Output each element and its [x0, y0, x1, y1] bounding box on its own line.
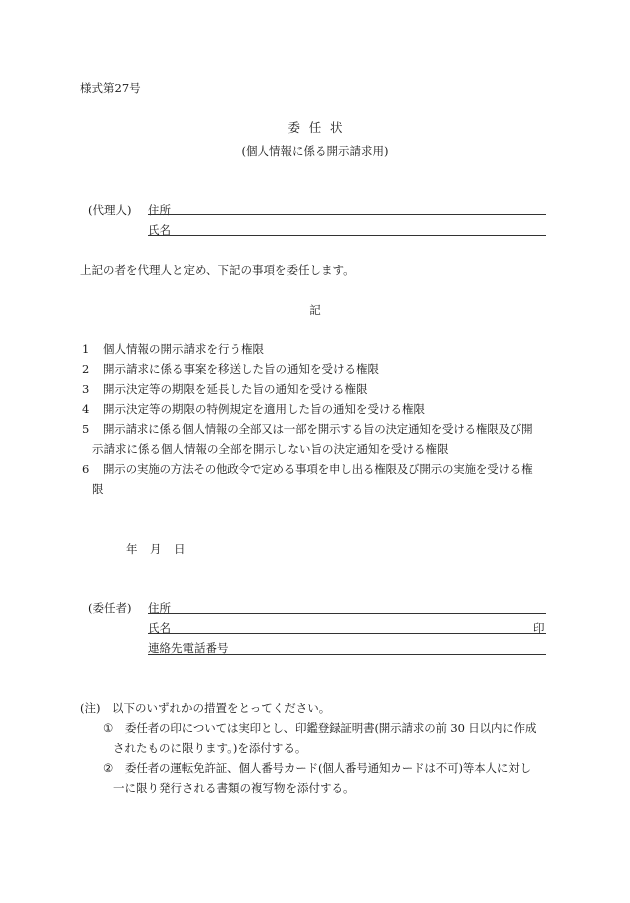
agent-section-label: (代理人) — [88, 203, 132, 217]
note-text: 委任者の運転免許証、個人番号カード(個人番号通知カードは不可)等本人に対し — [125, 761, 531, 775]
principal-address-label: 住所 — [148, 601, 171, 615]
item-text: 開示の実施の方法その他政令で定める事項を申し出る権限及び開示の実施を受ける権 — [103, 462, 533, 476]
item-text: 開示請求に係る事案を移送した旨の通知を受ける権限 — [103, 362, 379, 376]
note-heading: (注) 以下のいずれかの措置をとってください。 — [80, 701, 331, 715]
item-text: 開示請求に係る個人情報の全部又は一部を開示する旨の決定通知を受ける権限及び開 — [103, 422, 533, 436]
item-text: 個人情報の開示請求を行う権限 — [103, 342, 264, 356]
item-text-continued: 限 — [92, 482, 104, 496]
ki-heading: 記 — [309, 303, 321, 317]
item-number: 2 — [82, 362, 90, 376]
note-text-continued: 一に限り発行される書類の複写物を添付する。 — [113, 781, 355, 795]
item-text: 開示決定等の期限を延長した旨の通知を受ける権限 — [103, 382, 368, 396]
principal-phone-line[interactable] — [148, 654, 546, 655]
page-title: 委任状 — [287, 120, 352, 135]
principal-section-label: (委任者) — [88, 601, 132, 615]
item-number: 3 — [82, 382, 90, 396]
date-day-label: 日 — [174, 542, 186, 556]
note-mark: ① — [103, 721, 114, 735]
principal-name-label: 氏名 — [148, 621, 171, 635]
date-year-label: 年 — [126, 542, 138, 556]
principal-phone-label: 連絡先電話番号 — [148, 641, 229, 655]
intro-text: 上記の者を代理人と定め、下記の事項を委任します。 — [80, 263, 355, 277]
agent-name-line[interactable] — [148, 235, 546, 236]
item-number: 4 — [82, 402, 90, 416]
note-mark: ② — [103, 761, 114, 775]
date-month-label: 月 — [150, 542, 162, 556]
note-text: 委任者の印については実印とし、印鑑登録証明書(開示請求の前 30 日以内に作成 — [125, 721, 537, 735]
item-number: 5 — [82, 422, 90, 436]
principal-address-line[interactable] — [148, 613, 546, 614]
agent-name-label: 氏名 — [148, 223, 171, 237]
item-text: 開示決定等の期限の特例規定を適用した旨の通知を受ける権限 — [103, 402, 425, 416]
principal-name-line[interactable] — [148, 633, 546, 634]
note-text-continued: されたものに限ります。)を添付する。 — [113, 741, 307, 755]
agent-address-label: 住所 — [148, 203, 171, 217]
item-number: 1 — [82, 342, 90, 356]
item-number: 6 — [82, 462, 90, 476]
item-text-continued: 示請求に係る個人情報の全部を開示しない旨の決定通知を受ける権限 — [92, 442, 449, 456]
agent-address-line[interactable] — [148, 214, 546, 215]
page-subtitle: (個人情報に係る開示請求用) — [241, 144, 389, 158]
form-number: 様式第27号 — [80, 81, 141, 95]
seal-label: 印 — [533, 621, 545, 635]
